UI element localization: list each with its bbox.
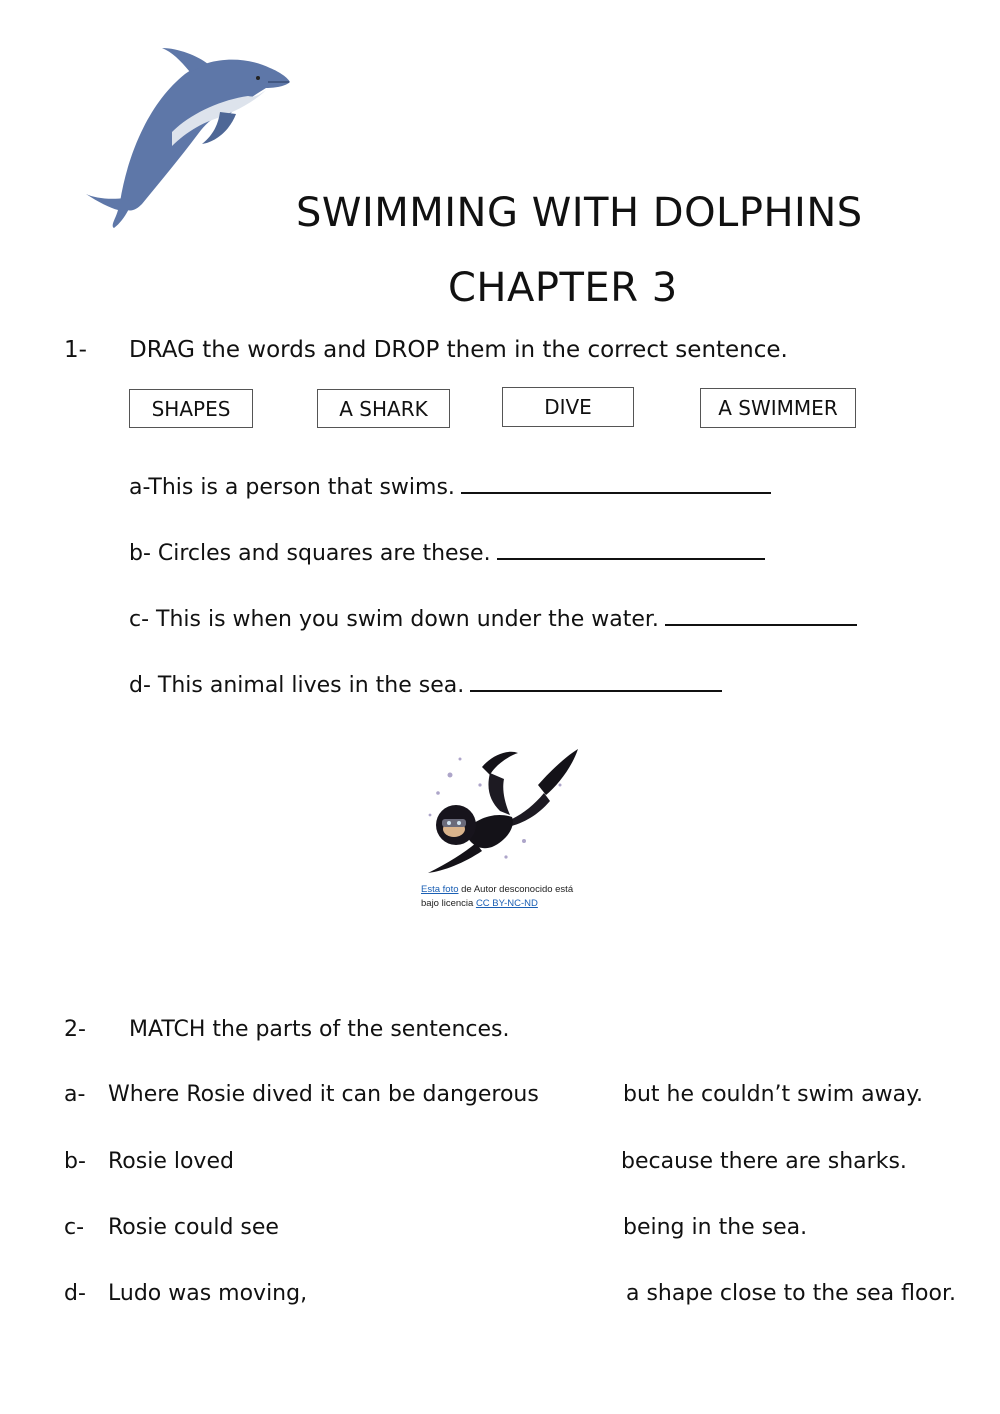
match-left-a-letter: a- bbox=[64, 1082, 86, 1107]
credit-text-2: bajo licencia bbox=[421, 898, 474, 909]
credit-text-1: de Autor desconocido está bbox=[461, 884, 574, 895]
sentence-c bbox=[129, 607, 857, 632]
match-left-b-letter: b- bbox=[64, 1149, 86, 1174]
drop-zone-c[interactable] bbox=[665, 623, 857, 626]
sentence-d bbox=[129, 673, 722, 698]
dolphin-image bbox=[80, 42, 300, 232]
section1-number: 1- bbox=[64, 337, 87, 363]
match-right-2[interactable]: because there are sharks. bbox=[621, 1149, 907, 1174]
match-right-1[interactable]: but he couldn’t swim away. bbox=[623, 1082, 923, 1107]
word-tile-shapes[interactable]: SHAPES bbox=[129, 389, 253, 428]
sentence-c-text: c- This is when you swim down under the water. bbox=[129, 607, 659, 632]
sentence-b-text: b- Circles and squares are these. bbox=[129, 541, 491, 566]
photo-link[interactable]: Esta foto bbox=[421, 884, 459, 895]
match-left-b[interactable]: Rosie loved bbox=[108, 1149, 234, 1174]
chapter-title: CHAPTER 3 bbox=[448, 265, 678, 311]
sentence-d-text: d- This animal lives in the sea. bbox=[129, 673, 465, 698]
match-left-c-letter: c- bbox=[64, 1215, 85, 1240]
sentence-a bbox=[129, 475, 771, 500]
match-left-c[interactable]: Rosie could see bbox=[108, 1215, 279, 1240]
page-title: SWIMMING WITH DOLPHINS bbox=[296, 190, 863, 236]
diver-image bbox=[420, 745, 585, 880]
license-link[interactable]: CC BY-NC-ND bbox=[475, 898, 538, 909]
section2-instruction: MATCH the parts of the sentences. bbox=[129, 1017, 510, 1042]
section2-number: 2- bbox=[64, 1017, 86, 1042]
sentence-b bbox=[129, 541, 765, 566]
drop-zone-b[interactable] bbox=[497, 557, 765, 560]
match-left-d-letter: d- bbox=[64, 1281, 86, 1306]
word-tile-a-shark[interactable]: A SHARK bbox=[317, 389, 450, 428]
section1-instruction: DRAG the words and DROP them in the correct sentence. bbox=[129, 337, 788, 363]
match-left-a[interactable]: Where Rosie dived it can be dangerous bbox=[108, 1082, 539, 1107]
match-left-d[interactable]: Ludo was moving, bbox=[108, 1281, 308, 1306]
drop-zone-d[interactable] bbox=[470, 689, 722, 692]
word-tile-dive[interactable]: DIVE bbox=[502, 387, 634, 427]
image-credit bbox=[421, 883, 573, 911]
word-tile-a-swimmer[interactable]: A SWIMMER bbox=[700, 388, 856, 428]
match-right-3[interactable]: being in the sea. bbox=[623, 1215, 808, 1240]
drop-zone-a[interactable] bbox=[461, 491, 771, 494]
sentence-a-text: a-This is a person that swims. bbox=[129, 475, 455, 500]
match-right-4[interactable]: a shape close to the sea floor. bbox=[626, 1281, 956, 1306]
